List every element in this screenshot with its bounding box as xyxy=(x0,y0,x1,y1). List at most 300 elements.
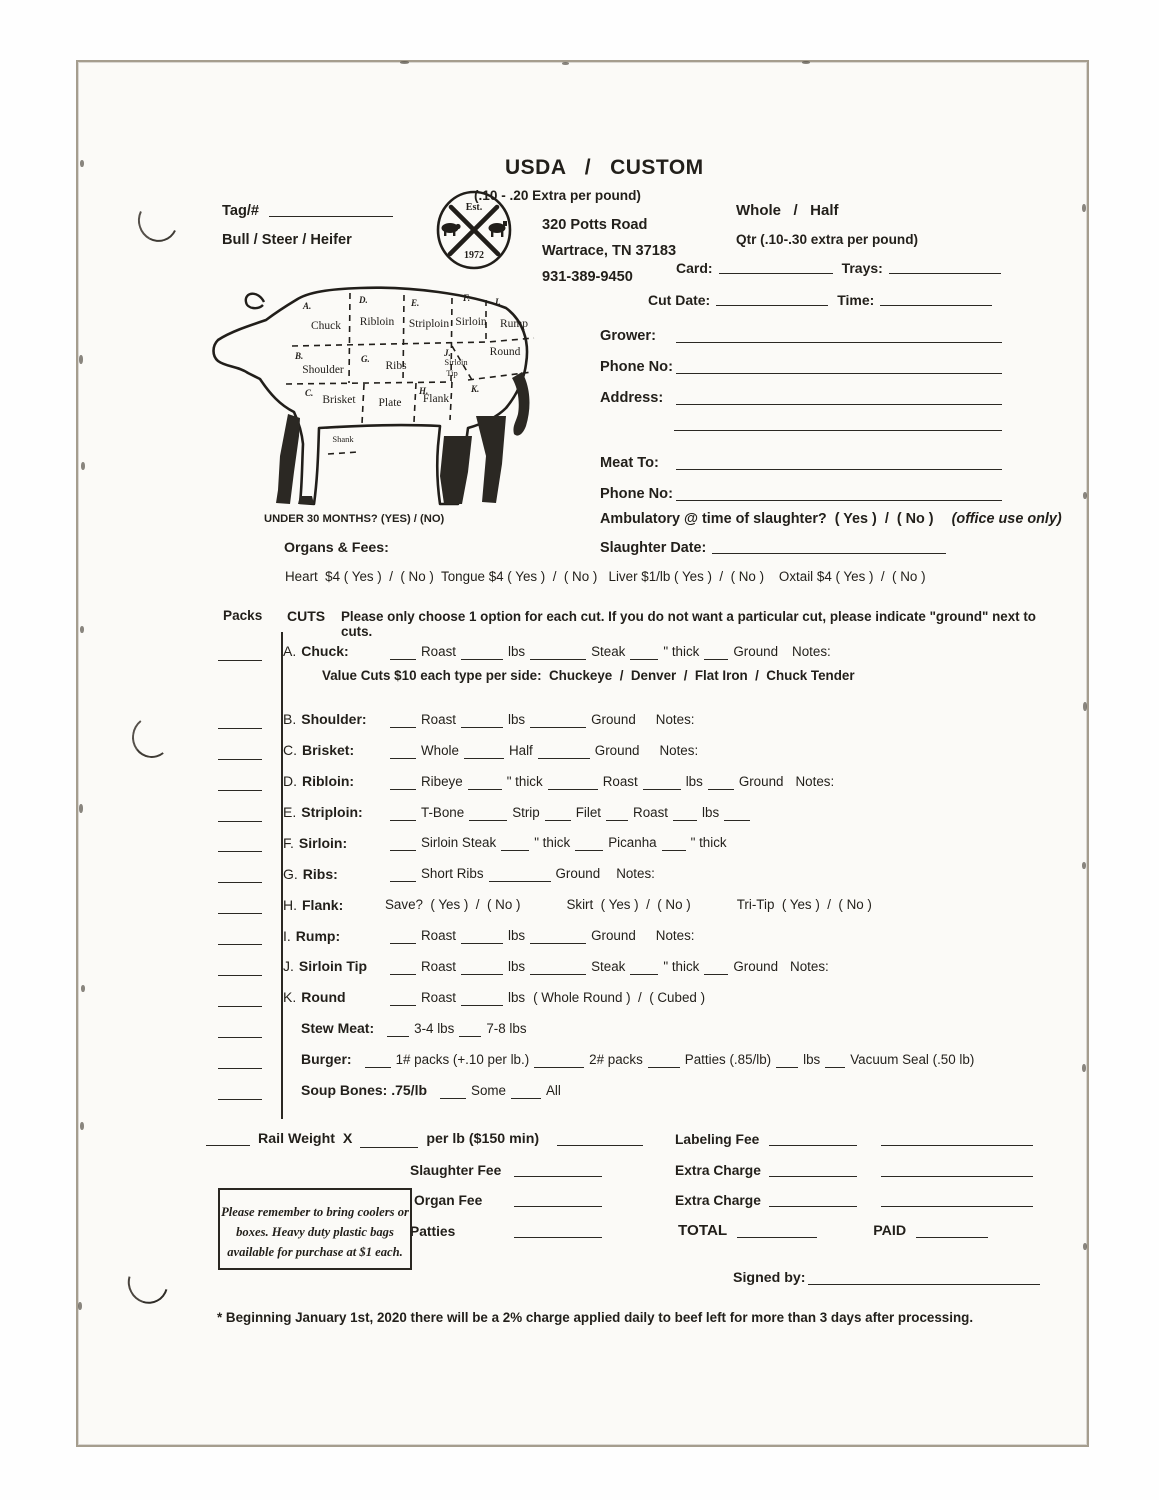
extra-charge2-field2[interactable] xyxy=(881,1205,1033,1207)
cut-option-label: T-Bone xyxy=(421,804,465,820)
cut-option-label: Roast xyxy=(421,958,456,974)
cut-option-label: Notes: xyxy=(795,773,835,789)
cut-name: Flank: xyxy=(302,896,344,913)
packs-count-field[interactable] xyxy=(218,821,262,822)
beef-cuts-diagram xyxy=(200,276,560,518)
section-letter: A. xyxy=(303,301,312,311)
per-lb-min-label: per lb ($150 min) xyxy=(426,1131,540,1147)
section-name-brisket: Brisket xyxy=(322,394,356,406)
cut-option-label: lbs xyxy=(507,989,526,1005)
fill-in-line[interactable] xyxy=(461,974,503,975)
cut-row xyxy=(218,827,1060,858)
scan-speck xyxy=(80,1122,84,1130)
fill-in-line[interactable] xyxy=(461,659,503,660)
cut-name: Ribs: xyxy=(302,865,338,882)
fill-in-line[interactable] xyxy=(530,974,586,975)
rail-weight-field[interactable] xyxy=(206,1144,250,1146)
spacer xyxy=(636,719,656,720)
cut-title xyxy=(283,742,385,758)
total-paid-row xyxy=(678,1222,988,1240)
cow-tail xyxy=(512,372,529,436)
slaughter-date-field[interactable] xyxy=(712,552,946,554)
fill-in-line[interactable] xyxy=(704,974,728,975)
spacer xyxy=(639,750,659,751)
cut-option-label: Vacuum Seal (.50 lb) xyxy=(850,1051,975,1067)
fill-in-line[interactable] xyxy=(390,758,416,759)
cuts-rows xyxy=(218,636,1060,1105)
cut-name: Stew Meat: xyxy=(301,1020,375,1037)
price-subtitle: (.10 - .20 Extra per pound) xyxy=(474,188,641,203)
cut-option-label: Strip xyxy=(512,804,540,820)
cut-option-label: Roast xyxy=(421,711,456,727)
cut-option-label: Steak xyxy=(591,958,626,974)
cut-option-label: Ribeye xyxy=(421,773,463,789)
section-letter: B. xyxy=(295,351,304,361)
signed-by-label: Signed by: xyxy=(733,1270,806,1286)
logo-year-text: 1972 xyxy=(464,250,484,261)
cut-letter: G. xyxy=(283,865,298,882)
packs-count-field[interactable] xyxy=(218,1037,262,1038)
cut-option-label: lbs xyxy=(507,643,526,659)
fill-in-line[interactable] xyxy=(511,1098,541,1099)
phone2-label: Phone No: xyxy=(600,486,673,502)
cut-option-label: Notes: xyxy=(792,643,831,659)
section-name-striploin: Striploin xyxy=(408,318,450,330)
section-letter: D. xyxy=(359,295,368,305)
cut-title xyxy=(283,835,385,851)
fill-in-line[interactable] xyxy=(390,881,416,882)
section-name-ribs: Ribs xyxy=(385,360,407,372)
scan-speck xyxy=(400,61,409,64)
trays-label: Trays: xyxy=(841,260,883,276)
cut-option-label: 3-4 lbs xyxy=(414,1020,455,1036)
fill-in-line[interactable] xyxy=(468,789,502,790)
cut-letter: I. xyxy=(283,927,291,944)
cut-title xyxy=(283,989,385,1005)
slaughter-fee-field[interactable] xyxy=(514,1175,602,1177)
fill-in-line[interactable] xyxy=(390,727,416,728)
cut-date-field[interactable] xyxy=(716,304,828,306)
extra-charge-label2: Extra Charge xyxy=(675,1193,761,1208)
cut-option-label: Ground xyxy=(594,742,640,758)
cut-letter: E. xyxy=(283,804,297,820)
scan-speck xyxy=(802,61,810,64)
fill-in-line[interactable] xyxy=(461,727,503,728)
extra-charge2-field[interactable] xyxy=(769,1205,857,1207)
rail-weight-row xyxy=(206,1131,643,1148)
cow-front-far-leg xyxy=(276,414,300,504)
section-letter: F. xyxy=(463,293,471,303)
cut-option-label: Ground xyxy=(733,643,779,659)
cut-option-label: " thick xyxy=(506,773,543,789)
footer-charge-note: * Beginning January 1st, 2020 there will be a 2% charge applied daily to beef left for more than 3 days after processing. xyxy=(217,1310,974,1325)
cut-option-label: Roast xyxy=(602,773,638,789)
cut-name: Round xyxy=(301,989,346,1006)
packs-count-field[interactable] xyxy=(218,759,262,760)
cut-row xyxy=(218,1044,1060,1075)
packs-count-field[interactable] xyxy=(218,1099,262,1100)
cut-row xyxy=(218,1075,1060,1106)
address-line: Wartrace, TN 37183 xyxy=(542,243,677,259)
spacer xyxy=(783,781,795,782)
sex-options: Bull / Steer / Heifer xyxy=(222,232,352,248)
fill-in-line[interactable] xyxy=(440,1098,466,1099)
cut-row xyxy=(218,704,1060,735)
cut-option-label: Ground xyxy=(738,773,784,789)
cut-name: Sirloin Tip xyxy=(298,958,368,975)
fill-in-line[interactable] xyxy=(575,850,603,851)
cut-name: Brisket: xyxy=(302,742,355,759)
fill-in-line[interactable] xyxy=(390,820,416,821)
scan-speck xyxy=(562,62,569,65)
cut-option-label: Ground xyxy=(733,958,779,974)
cut-option-label: Half xyxy=(508,742,533,758)
packs-count-field[interactable] xyxy=(218,1006,262,1007)
butcher-logo xyxy=(433,188,515,272)
grower-label: Grower: xyxy=(600,328,656,344)
trays-field[interactable] xyxy=(889,272,1001,274)
packs-count-field[interactable] xyxy=(218,975,262,976)
scan-speck xyxy=(1082,862,1086,869)
scan-speck xyxy=(80,160,84,167)
cut-row xyxy=(218,889,1060,920)
cut-option-label: Patties (.85/lb) xyxy=(684,1051,772,1067)
section-name-round: Round xyxy=(489,346,521,358)
packs-count-field[interactable] xyxy=(218,728,262,729)
slaughter-fee-label: Slaughter Fee xyxy=(410,1163,502,1178)
whole-half-options: Whole / Half xyxy=(736,202,839,219)
packs-count-field[interactable] xyxy=(218,913,262,914)
cut-option-label: lbs xyxy=(685,773,703,789)
section-name-rump: Rump xyxy=(499,318,529,330)
cut-option-label: Filet xyxy=(575,804,602,820)
patties-fee-field[interactable] xyxy=(514,1236,602,1238)
meat-to-field[interactable] xyxy=(676,468,1002,470)
extra-charge-field[interactable] xyxy=(769,1175,857,1177)
cut-title xyxy=(283,897,385,913)
spacer xyxy=(520,904,566,905)
qtr-option: Qtr (.10-.30 extra per pound) xyxy=(736,232,919,247)
spacer xyxy=(636,935,656,936)
cut-option-label: Roast xyxy=(421,928,456,944)
cut-option-label: Picanha xyxy=(608,835,657,851)
section-name-sirloin: Sirloin xyxy=(455,316,487,328)
cut-name: Striploin: xyxy=(301,804,363,820)
address-line: 320 Potts Road xyxy=(542,217,648,233)
section-name-chuck: Chuck xyxy=(310,320,342,332)
fill-in-line[interactable] xyxy=(534,1067,584,1068)
pig-icon xyxy=(442,223,461,236)
fill-in-line[interactable] xyxy=(643,789,681,790)
under-30-months-question: UNDER 30 MONTHS? (YES) / (NO) xyxy=(264,513,445,525)
tag-row xyxy=(222,203,522,219)
fill-in-line[interactable] xyxy=(390,659,416,660)
fill-in-line[interactable] xyxy=(365,1067,391,1068)
cut-name: Chuck: xyxy=(301,643,349,660)
fill-in-line[interactable] xyxy=(464,758,504,759)
cut-letter: K. xyxy=(283,989,297,1006)
cut-row xyxy=(218,858,1060,889)
patties-fee-row xyxy=(410,1223,602,1240)
cut-letter: C. xyxy=(283,742,297,759)
spacer xyxy=(525,997,533,998)
fill-in-line[interactable] xyxy=(387,1036,409,1037)
scan-speck xyxy=(79,804,83,813)
cut-row xyxy=(218,766,1060,797)
cut-option-label: Ground xyxy=(591,711,636,727)
form-title: USDA / CUSTOM xyxy=(505,156,704,179)
cut-option-label: Some xyxy=(471,1082,506,1098)
fill-in-line[interactable] xyxy=(548,789,598,790)
cut-title xyxy=(283,866,385,882)
packs-count-field[interactable] xyxy=(218,851,262,852)
cut-option-label: lbs xyxy=(507,928,526,944)
scan-speck xyxy=(81,985,85,992)
ambulatory-row xyxy=(600,511,1062,527)
tag-field[interactable] xyxy=(269,215,393,217)
cut-option-label: 7-8 lbs xyxy=(486,1020,527,1036)
fill-in-line[interactable] xyxy=(390,850,416,851)
labeling-fee-label: Labeling Fee xyxy=(675,1132,760,1147)
total-field[interactable] xyxy=(737,1236,817,1238)
slaughter-date-row xyxy=(600,540,946,556)
phone-label: Phone No: xyxy=(600,359,673,375)
tag-label: Tag/# xyxy=(222,203,260,219)
fill-in-line[interactable] xyxy=(776,1067,798,1068)
cow-hind-far-leg xyxy=(476,416,506,503)
signed-by-row xyxy=(733,1269,1040,1287)
section-letter: C. xyxy=(305,388,314,398)
labeling-fee-field[interactable] xyxy=(769,1144,857,1146)
cut-title xyxy=(301,1082,427,1098)
meat-to-row xyxy=(600,454,1002,472)
cut-name: Burger: xyxy=(301,1051,352,1068)
fill-in-line[interactable] xyxy=(673,820,697,821)
fill-in-line[interactable] xyxy=(708,789,734,790)
cutdate-time-row xyxy=(648,292,992,308)
packs-count-field[interactable] xyxy=(218,790,262,791)
reminder-line: boxes. Heavy duty plastic bags xyxy=(236,1225,394,1240)
paid-field[interactable] xyxy=(916,1236,988,1238)
fill-in-line[interactable] xyxy=(662,850,686,851)
cow-ear xyxy=(246,294,264,308)
fill-in-line[interactable] xyxy=(390,943,416,944)
cut-letter: J. xyxy=(283,958,294,975)
cut-option-label: Roast xyxy=(421,643,456,659)
cut-date-label: Cut Date: xyxy=(648,292,711,308)
organs-options-line: Heart $4 ( Yes ) / ( No ) Tongue $4 ( Yes ) / ( No ) Liver $1/lb ( Yes ) / ( No ) Oxtail $4 ( Yes ) / ( No ) xyxy=(285,569,926,584)
cut-row xyxy=(218,797,1060,828)
cut-row xyxy=(218,982,1060,1013)
cut-option-label: " thick xyxy=(663,958,700,974)
cut-letter: B. xyxy=(283,711,297,728)
coolers-reminder-box xyxy=(218,1188,412,1270)
labeling-fee-row xyxy=(675,1131,1033,1148)
scan-speck xyxy=(80,626,84,633)
cut-name: Soup Bones: .75/lb xyxy=(301,1082,428,1099)
cut-letter: F. xyxy=(283,834,294,851)
cow-hind-near-leg xyxy=(440,436,472,504)
cut-option-label: Whole xyxy=(421,742,459,758)
price-per-lb-field[interactable] xyxy=(360,1146,418,1148)
spacer xyxy=(778,966,790,967)
address-row xyxy=(600,389,1002,407)
section-name-ribloin: Ribloin xyxy=(359,316,395,328)
cut-row xyxy=(218,920,1060,951)
slaughter-date-label: Slaughter Date: xyxy=(600,540,707,556)
cut-name: Ribloin: xyxy=(302,773,355,790)
fill-in-line[interactable] xyxy=(489,881,551,882)
fill-in-line[interactable] xyxy=(704,659,728,660)
packs-count-field[interactable] xyxy=(218,882,262,883)
organ-fee-row xyxy=(414,1192,602,1209)
logo-est-text: Est. xyxy=(465,202,483,213)
slaughter-fee-row xyxy=(410,1162,602,1179)
cut-option-label: 2# packs xyxy=(589,1051,643,1067)
cut-title xyxy=(301,1020,374,1036)
fill-in-line[interactable] xyxy=(530,727,586,728)
cut-option-label: lbs xyxy=(803,1051,821,1067)
phone2-field[interactable] xyxy=(676,499,1002,501)
cut-option-label: " thick xyxy=(663,643,700,659)
office-use-note: (office use only) xyxy=(951,511,1062,527)
cut-option-label: Notes: xyxy=(616,866,655,882)
extra-charge-field2[interactable] xyxy=(881,1175,1033,1177)
cut-option-label: Ground xyxy=(591,928,636,944)
cut-option-label: Notes: xyxy=(655,928,695,944)
reminder-line: available for purchase at $1 each. xyxy=(227,1245,403,1260)
grower-field[interactable] xyxy=(676,341,1002,343)
cut-name: Sirloin: xyxy=(298,834,348,851)
ambulatory-question: Ambulatory @ time of slaughter? ( Yes ) / ( No ) xyxy=(600,511,934,527)
cut-option-label: Sirloin Steak xyxy=(421,835,497,851)
time-label: Time: xyxy=(837,292,875,308)
rail-weight-label: Rail Weight X xyxy=(258,1131,353,1147)
card-field[interactable] xyxy=(719,272,833,274)
fill-in-line[interactable] xyxy=(724,820,750,821)
cut-title xyxy=(283,958,385,974)
cow-front-hoof xyxy=(298,496,314,504)
grower-row xyxy=(600,327,1002,345)
fill-in-line[interactable] xyxy=(459,1036,481,1037)
fill-in-line[interactable] xyxy=(469,820,507,821)
cut-option-label: Short Ribs xyxy=(421,866,484,882)
cut-name: Rump: xyxy=(295,927,341,944)
packs-count-field[interactable] xyxy=(218,1068,262,1069)
rail-total-field[interactable] xyxy=(557,1144,643,1146)
scan-speck xyxy=(1082,1064,1086,1072)
total-label: TOTAL xyxy=(678,1222,728,1239)
cut-option-label: " thick xyxy=(690,835,727,851)
address-field[interactable] xyxy=(676,403,1002,405)
cut-option-label: All xyxy=(546,1082,561,1098)
cut-letter: D. xyxy=(283,773,297,790)
fill-in-line[interactable] xyxy=(606,820,628,821)
fill-in-line[interactable] xyxy=(630,974,658,975)
scan-speck xyxy=(78,1302,82,1310)
cut-option-label: " thick xyxy=(534,835,571,851)
section-letter: H. xyxy=(419,386,429,396)
cut-option-label: ( Whole Round ) / ( Cubed ) xyxy=(533,989,706,1005)
cut-row xyxy=(218,1013,1060,1044)
business-address xyxy=(542,212,676,290)
fill-in-line[interactable] xyxy=(630,659,658,660)
phone-line: 931-389-9450 xyxy=(542,269,633,285)
cut-option-label: Notes: xyxy=(659,742,699,758)
organ-fee-label: Organ Fee xyxy=(414,1193,483,1208)
spacer xyxy=(600,873,616,874)
scan-speck xyxy=(1083,492,1087,499)
labeling-fee-field2[interactable] xyxy=(881,1144,1033,1146)
fill-in-line[interactable] xyxy=(390,1005,416,1006)
cut-option-label: Roast xyxy=(421,989,456,1005)
cut-option-label: lbs xyxy=(507,958,526,974)
scan-speck xyxy=(79,355,83,364)
card-label: Card: xyxy=(676,260,713,276)
fill-in-line[interactable] xyxy=(538,758,590,759)
cut-title xyxy=(283,928,385,944)
section-letter: I. xyxy=(495,297,501,307)
fill-in-line[interactable] xyxy=(461,943,503,944)
spacer xyxy=(691,904,737,905)
fill-in-line[interactable] xyxy=(390,974,416,975)
cut-letter: A. xyxy=(283,643,297,660)
cut-option-label: Notes: xyxy=(655,711,695,727)
fill-in-line[interactable] xyxy=(461,1005,503,1006)
fill-in-line[interactable] xyxy=(530,659,586,660)
cut-option-label: Ground xyxy=(555,866,601,882)
cut-option-label: Roast xyxy=(633,804,669,820)
cut-letter: H. xyxy=(283,896,297,913)
signature-field[interactable] xyxy=(808,1283,1040,1285)
cut-option-label: lbs xyxy=(702,804,720,820)
packs-count-field[interactable] xyxy=(218,660,262,661)
fill-in-line[interactable] xyxy=(648,1067,680,1068)
cow-icon xyxy=(489,221,508,237)
cuts-column-header: CUTS xyxy=(287,608,326,624)
paid-label: PAID xyxy=(873,1223,907,1239)
cut-title xyxy=(283,711,385,727)
section-letter: K. xyxy=(471,384,480,394)
organs-fees-heading: Organs & Fees: xyxy=(284,540,389,556)
fill-in-line[interactable] xyxy=(825,1067,845,1068)
extra-charge-label: Extra Charge xyxy=(675,1163,761,1178)
spacer xyxy=(778,651,792,652)
organ-fee-field[interactable] xyxy=(514,1205,602,1207)
fill-in-line[interactable] xyxy=(390,789,416,790)
phone-field[interactable] xyxy=(676,372,1002,374)
cut-option-label: Tri-Tip ( Yes ) / ( No ) xyxy=(736,897,872,913)
section-name-shoulder: Shoulder xyxy=(302,364,344,376)
cut-title xyxy=(301,1051,352,1067)
section-letter: E. xyxy=(411,298,420,308)
cut-title xyxy=(283,773,385,789)
reminder-line: Please remember to bring coolers or xyxy=(221,1205,409,1219)
packs-count-field[interactable] xyxy=(218,944,262,945)
time-field[interactable] xyxy=(880,304,992,306)
extra-charge-row xyxy=(675,1162,1033,1179)
fill-in-line[interactable] xyxy=(501,850,529,851)
address-field-line2[interactable] xyxy=(674,429,1002,431)
fill-in-line[interactable] xyxy=(545,820,571,821)
section-name-flank: Flank xyxy=(422,393,450,405)
cuts-instruction: Please only choose 1 option for each cut. If you do not want a particular cut, please indicate "ground" next to cuts. xyxy=(341,609,1036,639)
scan-speck xyxy=(1083,1243,1087,1250)
cut-title xyxy=(283,643,385,659)
scan-speck xyxy=(81,462,85,470)
cut-title xyxy=(283,804,385,820)
fill-in-line[interactable] xyxy=(530,943,586,944)
